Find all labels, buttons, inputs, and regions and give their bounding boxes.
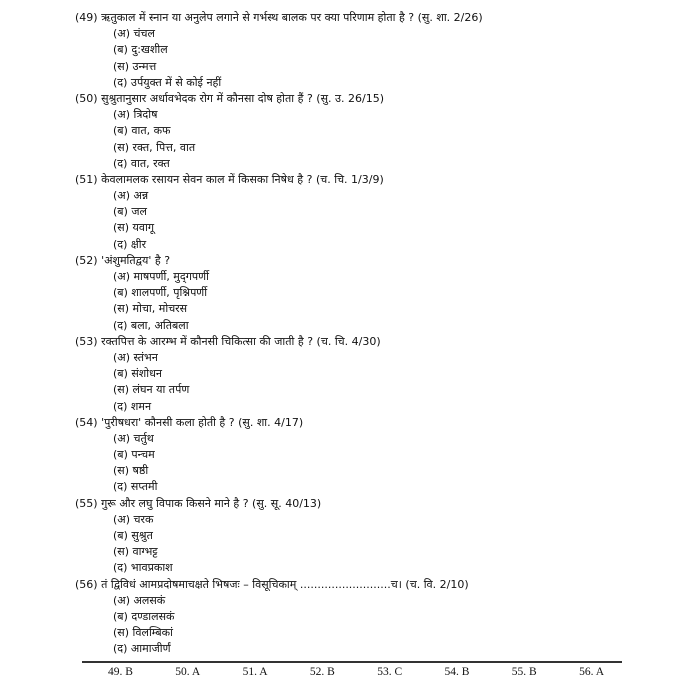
option-c: (स) वाग्भट्ट [113, 545, 158, 559]
option-a: (अ) माषपर्णी, मुद्‌गपर्णी [113, 270, 209, 283]
question-text: (49) ऋतुकाल में स्नान या अनुलेप लगाने से गर्भस्थ बालक पर क्या परिणाम होता है ? (सु. शा. 2/26) [75, 11, 483, 24]
question-text: (51) केवलामलक रसायन सेवन काल में किसका निषेध है ? (च. चि. 1/3/9) [75, 172, 384, 186]
answer-row [82, 663, 622, 678]
answer-51: 51. A [242, 666, 268, 678]
option-c: (स) उन्मत्त [113, 59, 157, 73]
answer-53: 53. C [377, 666, 403, 678]
answer-56: 56. A [579, 666, 604, 678]
option-d: (द) वात, रक्त [113, 156, 170, 170]
option-d: (द) सप्तमी [113, 480, 158, 494]
answer-54: 54. B [444, 666, 470, 678]
option-a: (अ) स्तंभन [113, 350, 158, 364]
option-d: (द) भावप्रकाश [113, 561, 173, 575]
question-text: (52) 'अंशुमतिद्वय' है ? [75, 253, 171, 267]
option-c: (स) लंघन या तर्पण [113, 383, 190, 397]
option-b: (ब) पन्चम [113, 448, 155, 462]
option-b: (ब) दण्डालसकं [113, 609, 175, 623]
answer-key [82, 661, 622, 678]
option-a: (अ) चंचल [113, 27, 155, 41]
option-b: (ब) वात, कफ [113, 124, 171, 138]
option-c: (स) यवागू [113, 221, 155, 235]
question-49 [75, 10, 665, 91]
answer-49: 49. B [108, 666, 133, 678]
option-d: (द) शमन [113, 399, 152, 413]
option-c: (स) मोचा, मोचरस [113, 302, 188, 316]
option-a: (अ) चरक [113, 512, 154, 526]
option-c: (स) विलम्बिकां [113, 626, 173, 640]
question-51 [75, 172, 665, 253]
answer-50: 50. A [175, 666, 201, 678]
question-53 [75, 334, 665, 415]
option-d: (द) बला, अतिबला [113, 318, 189, 332]
question-text: (54) 'पुरीषधरा' कौनसी कला होती है ? (सु. शा. 4/17) [75, 415, 304, 429]
option-a: (अ) त्रिदोष [113, 108, 158, 122]
option-d: (द) उर्पयुक्त में से कोई नहीं [113, 75, 222, 89]
answer-52: 52. B [309, 666, 335, 678]
option-b: (ब) जल [113, 205, 147, 219]
question-text: (55) गुरू और लघु विपाक किसने माने है ? (सु. सू. 40/13) [75, 496, 322, 510]
option-a: (अ) अलसकं [113, 593, 166, 607]
answer-55: 55. B [511, 666, 537, 678]
option-a: (अ) चर्तुथ [113, 431, 154, 445]
option-b: (ब) दु:खशील [113, 43, 168, 57]
option-b: (ब) शालपर्णी, पृश्निपर्णी [113, 286, 208, 300]
question-text: (50) सुश्रुतानुसार अर्धावभेदक रोग में कौनसा दोष होता हैं ? (सु. उ. 26/15) [75, 91, 385, 105]
option-b: (ब) सुश्रुत [113, 529, 153, 542]
option-d: (द) आमाजीर्णं [113, 642, 171, 656]
question-56 [75, 577, 665, 658]
question-55 [75, 496, 665, 577]
question-50 [75, 91, 665, 172]
option-a: (अ) अन्न [113, 189, 149, 203]
question-list [75, 10, 665, 658]
question-text: (56) तं द्विविधं आमप्रदोषमाचक्षते भिषजः – विसूचिकाम् ..........................च। (च. वि. 2/10) [75, 577, 469, 591]
question-54 [75, 415, 665, 496]
question-52 [75, 253, 665, 334]
option-c: (स) षष्ठी [113, 464, 149, 478]
option-d: (द) क्षीर [113, 237, 147, 251]
question-text: (53) रक्तपित्त के आरम्भ में कौनसी चिकित्सा की जाती है ? (च. चि. 4/30) [75, 334, 381, 348]
option-b: (ब) संशोधन [113, 367, 162, 381]
option-c: (स) रक्त, पित्त, वात [113, 140, 196, 154]
